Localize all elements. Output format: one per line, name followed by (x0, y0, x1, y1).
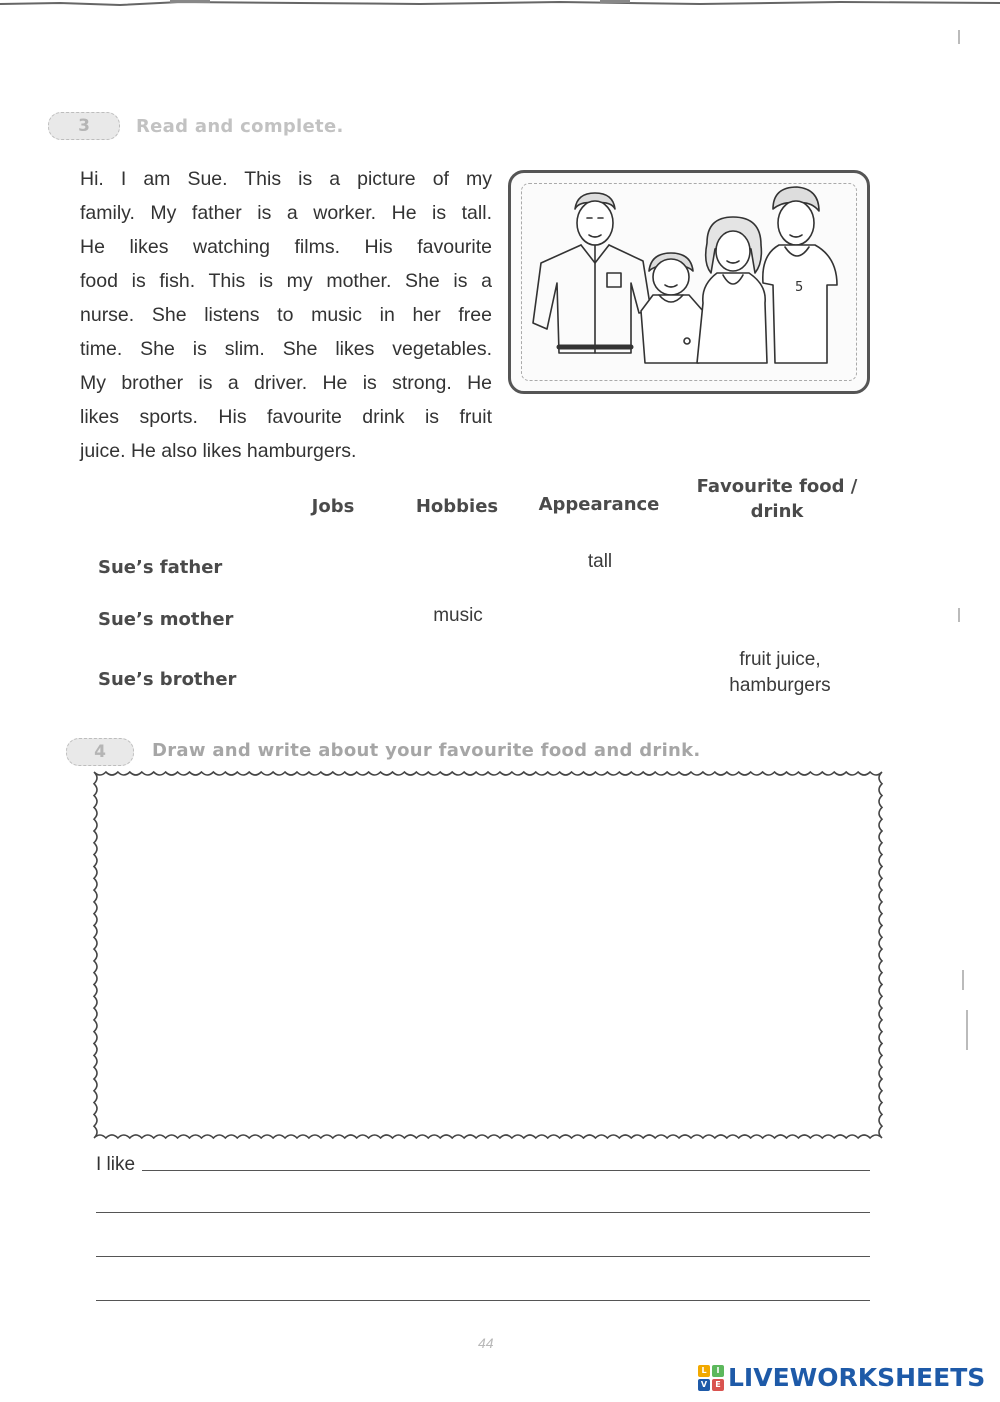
exercise-3-badge: 3 (48, 112, 120, 140)
answer-line[interactable] (142, 1170, 870, 1171)
scan-mark (958, 30, 960, 44)
header-appearance: Appearance (538, 494, 660, 515)
passage-line: He likes watching films. His favourite (80, 236, 492, 258)
brand-logo-icon: L I V E (698, 1365, 724, 1391)
scan-mark (962, 970, 964, 990)
scan-edge (0, 0, 1000, 10)
reading-passage (80, 162, 492, 468)
father-figure (533, 193, 651, 353)
family-picture (508, 170, 870, 394)
mother-figure (697, 217, 767, 363)
write-prompt: I like (96, 1154, 136, 1175)
jersey-number: 5 (795, 280, 804, 295)
header-hobbies: Hobbies (415, 496, 499, 517)
family-illustration (511, 173, 867, 391)
brand-name: LIVEWORKSHEETS (728, 1363, 986, 1392)
row-label-mother: Sue’s mother (98, 609, 234, 630)
sue-figure (641, 253, 703, 363)
passage-line: Hi. I am Sue. This is a picture of my (80, 168, 492, 190)
drawing-area[interactable] (88, 766, 888, 1144)
passage-line: My brother is a driver. He is strong. He (80, 372, 492, 394)
answer-line[interactable] (96, 1256, 870, 1257)
passage-line: food is fish. This is my mother. She is a (80, 270, 492, 292)
header-jobs: Jobs (311, 496, 355, 517)
cell-brother-food: fruit juice, hamburgers (729, 649, 831, 696)
row-label-father: Sue’s father (98, 557, 223, 578)
exercise-4-instruction: Draw and write about your favourite food and drink. (152, 740, 701, 761)
brother-figure (763, 187, 837, 363)
passage-line: time. She is slim. She likes vegetables. (80, 338, 492, 360)
passage-line: family. My father is a worker. He is tall. (80, 202, 492, 224)
liveworksheets-brand (698, 1363, 985, 1392)
header-favourite-food: Favourite food / drink (696, 476, 858, 522)
scan-mark (966, 1010, 968, 1050)
answer-line[interactable] (96, 1212, 870, 1213)
cell-mother-hobbies: music (433, 605, 483, 626)
cell-father-appearance: tall (587, 551, 613, 572)
passage-line: likes sports. His favourite drink is fruit (80, 406, 492, 428)
answer-line[interactable] (96, 1300, 870, 1301)
scan-mark (958, 608, 960, 622)
exercise-4-badge: 4 (66, 738, 134, 766)
passage-line: juice. He also likes hamburgers. (80, 440, 357, 462)
exercise-3-instruction: Read and complete. (136, 116, 344, 137)
passage-line: nurse. She listens to music in her free (80, 304, 492, 326)
page-number: 44 (478, 1335, 494, 1351)
row-label-brother: Sue’s brother (98, 669, 237, 690)
